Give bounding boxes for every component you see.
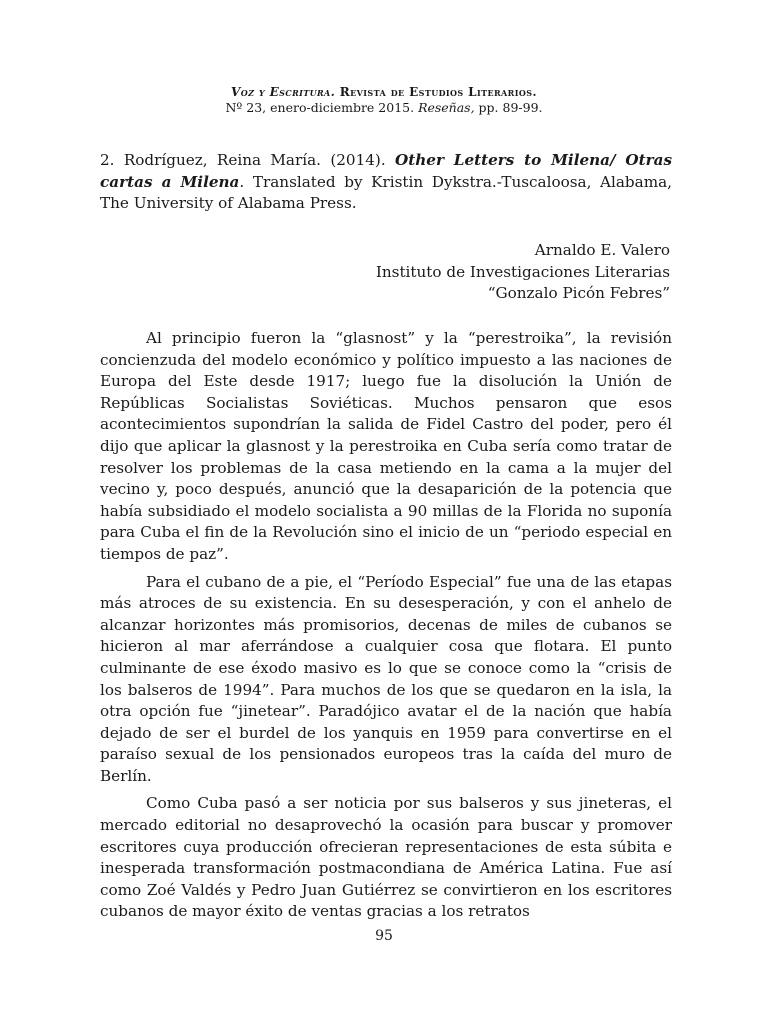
citation-prefix: 2. Rodríguez, Reina María. (2014). [100, 151, 396, 169]
author-name: Arnaldo E. Valero [534, 241, 670, 259]
issue-line [100, 100, 668, 116]
issue-info: Nº 23, enero-diciembre 2015. [225, 100, 419, 115]
running-header [100, 84, 668, 116]
review-body [100, 328, 672, 929]
page-range: pp. 89-99. [474, 100, 543, 115]
author-institution: Instituto de Investigaciones Literarias [375, 262, 670, 281]
body-paragraph: Para el cubano de a pie, el “Período Especial” fue una de las etapas más atroces de su existencia. En su desesperación, y con el anhelo de alcanzar horizontes más promisorios, decenas de miles de cubanos se hicieron al mar aferrándose a cualquier cosa que flotara. El punto culminante de ese éxodo masivo es lo que se conoce como la “crisis de los balseros de 1994”. Para muchos de los que se quedaron en la isla, la otra opción fue “jinetear”. Paradójico avatar el de la nación que había dejado de ser el burdel de los yanquis en 1959 para convertirse en el paraíso sexual de los pensionados europeos tras la caída del muro de Berlín. [100, 572, 672, 785]
author-block [190, 240, 670, 305]
body-paragraph: Al principio fueron la “glasnost” y la “perestroika”, la revisión concienzuda del modelo económico y político impuesto a las naciones de Europa del Este desde 1917; luego fue la disolución la Unión de Repúblicas Socialistas Soviéticas. Muchos pensaron que esos acontecimientos supondrían la salida de Fidel Castro del poder, pero él dijo que aplicar la glasnost y la perestroika en Cuba sería como tratar de resolver los problemas de la casa metiendo en la cama a la mujer del vecino y, poco después, anunció que la desaparición de la potencia que había subsidiado el modelo socialista a 90 millas de la Florida no suponía para Cuba el fin de la Revolución sino el inicio de un “periodo especial en tiempos de paz”. [100, 329, 672, 563]
author-institute-name: “Gonzalo Picón Febres” [487, 284, 670, 302]
book-title: Other Letters to Milena/ Otras cartas a Milena [100, 151, 672, 191]
body-paragraph: Como Cuba pasó a ser noticia por sus balseros y sus jineteras, el mercado editorial no desaprovechó la ocasión para buscar y promover escritores cuya producción ofrecieran representaciones de esta súbita e inesperada transformación postmacondiana de América Latina. Fue así como Zoé Valdés y Pedro Juan Gutiérrez se convirtieron en los escritores cubanos de mayor éxito de ventas gracias a los retratos [100, 794, 672, 921]
journal-title: Voz y Escritura. [231, 85, 336, 99]
journal-line [100, 84, 668, 100]
review-citation [100, 150, 672, 215]
page-number: 95 [375, 928, 393, 944]
section-name: Reseñas, [418, 100, 475, 115]
citation-suffix: . Translated by Kristin Dykstra.-Tuscaloosa, Alabama, The University of Alabama Press. [100, 172, 672, 212]
journal-subtitle: Revista de Estudios Literarios. [335, 85, 537, 99]
